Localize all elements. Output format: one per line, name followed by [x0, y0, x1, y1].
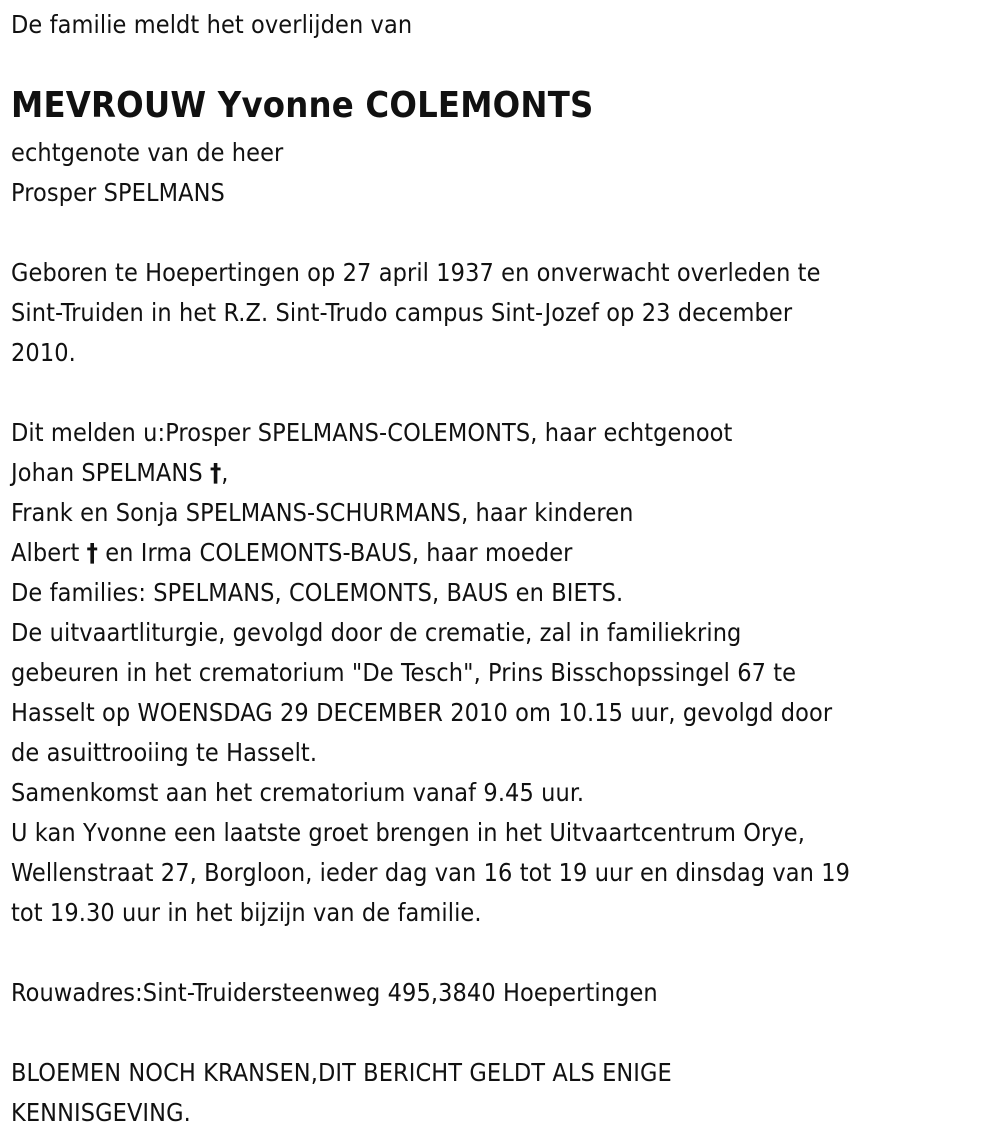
birth-line-3: 2010. [11, 338, 76, 367]
ceremony-line-7: Wellenstraat 27, Borgloon, ieder dag van 16 tot 19 uur en dinsdag van 19 [11, 858, 851, 887]
announcer-mother: en Irma COLEMONTS-BAUS, haar moeder [98, 538, 573, 567]
intro-text: De familie meldt het overlijden van [11, 10, 413, 39]
announcer-comma: , [221, 458, 229, 487]
ceremony-line-8: tot 19.30 uur in het bijzijn van de familie. [11, 898, 482, 927]
announcers-line-1: Dit melden u:Prosper SPELMANS-COLEMONTS, haar echtgenoot [11, 418, 733, 447]
announcers-line-4 [11, 537, 573, 569]
mourning-address: Rouwadres:Sint-Truidersteenweg 495,3840 Hoepertingen [11, 978, 658, 1007]
deceased-name-title: MEVROUW Yvonne COLEMONTS [11, 85, 594, 126]
announcer-name: Johan SPELMANS [11, 458, 210, 487]
birth-line-1: Geboren te Hoepertingen op 27 april 1937 en onverwacht overleden te [11, 258, 821, 287]
announcers-line-3: Frank en Sonja SPELMANS-SCHURMANS, haar kinderen [11, 498, 634, 527]
cross-icon: † [86, 538, 98, 567]
spouse-line-2: Prosper SPELMANS [11, 178, 225, 207]
closing-line-1: BLOEMEN NOCH KRANSEN,DIT BERICHT GELDT ALS ENIGE [11, 1058, 672, 1087]
cross-icon: † [209, 458, 222, 487]
ceremony-line-5: Samenkomst aan het crematorium vanaf 9.45 uur. [11, 778, 585, 807]
ceremony-line-6: U kan Yvonne een laatste groet brengen in het Uitvaartcentrum Orye, [11, 818, 805, 847]
announcer-father: Albert [11, 538, 87, 567]
closing-line-2: KENNISGEVING. [11, 1098, 191, 1127]
announcers-line-2 [11, 457, 229, 489]
birth-line-2: Sint-Truiden in het R.Z. Sint-Trudo campus Sint-Jozef op 23 december [11, 298, 793, 327]
ceremony-line-3: Hasselt op WOENSDAG 29 DECEMBER 2010 om 10.15 uur, gevolgd door [11, 698, 833, 727]
ceremony-line-4: de asuittrooiing te Hasselt. [11, 738, 318, 767]
ceremony-line-2: gebeuren in het crematorium "De Tesch", Prins Bisschopssingel 67 te [11, 658, 797, 687]
spouse-line-1: echtgenote van de heer [11, 138, 284, 167]
ceremony-line-1: De uitvaartliturgie, gevolgd door de crematie, zal in familiekring [11, 618, 742, 647]
announcers-line-5: De families: SPELMANS, COLEMONTS, BAUS en BIETS. [11, 578, 624, 607]
